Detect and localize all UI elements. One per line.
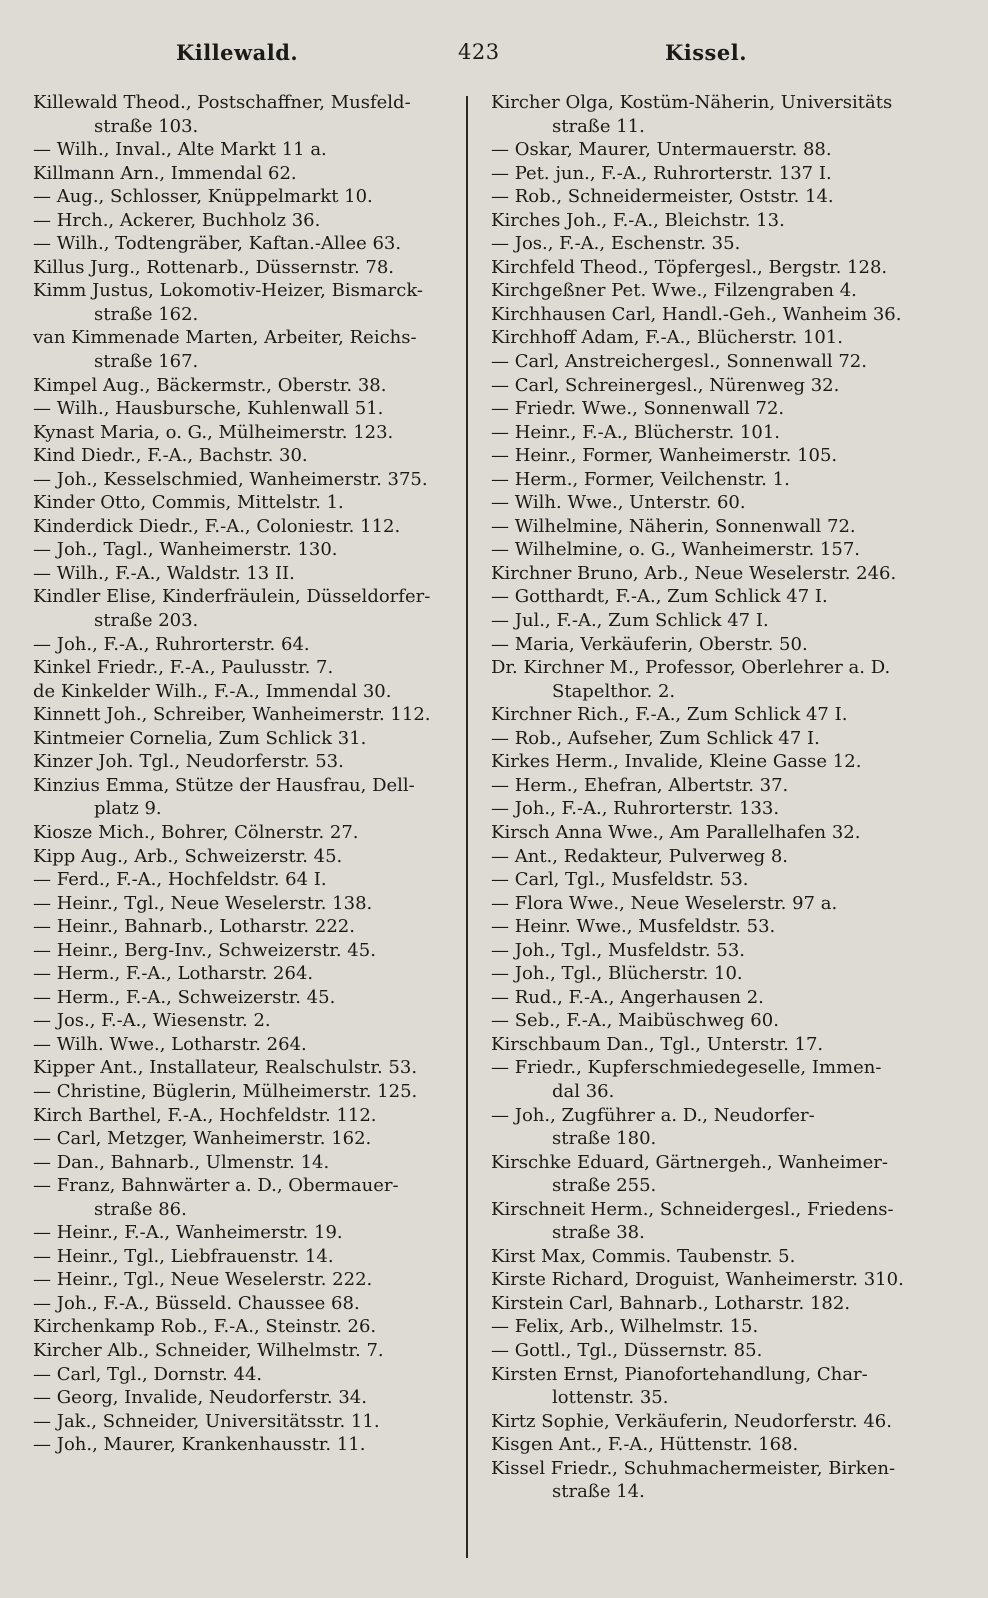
directory-entry: — Heinr., Tgl., Neue Weselerstr. 138. — [33, 892, 373, 914]
directory-entry: — Aug., Schlosser, Knüppelmarkt 10. — [33, 186, 373, 208]
directory-entry: Kinnett Joh., Schreiber, Wanheimerstr. 112. — [33, 704, 431, 726]
directory-entry: — Wilh. Wwe., Unterstr. 60. — [491, 492, 746, 514]
directory-entry: — Joh., F.-A., Büsseld. Chaussee 68. — [33, 1292, 360, 1314]
directory-entry: — Herm., Former, Veilchenstr. 1. — [491, 468, 790, 490]
directory-entry: — Seb., F.-A., Maibüschweg 60. — [491, 1010, 779, 1032]
directory-entry: — Heinr., Tgl., Neue Weselerstr. 222. — [33, 1269, 373, 1291]
directory-entry: straße 167. — [94, 351, 199, 373]
directory-entry: Kinzer Joh. Tgl., Neudorferstr. 53. — [33, 751, 344, 773]
directory-entry: Kirstein Carl, Bahnarb., Lotharstr. 182. — [491, 1292, 851, 1314]
directory-entry: — Heinr. Wwe., Musfeldstr. 53. — [491, 916, 776, 938]
directory-entry: Kirtz Sophie, Verkäuferin, Neudorferstr. 46. — [491, 1410, 892, 1432]
directory-entry: — Carl, Metzger, Wanheimerstr. 162. — [33, 1128, 372, 1150]
directory-entry: straße 14. — [552, 1481, 645, 1503]
directory-entry: straße 103. — [94, 115, 199, 137]
directory-entry: Kinkel Friedr., F.-A., Paulusstr. 7. — [33, 657, 334, 679]
directory-entry: — Joh., Tagl., Wanheimerstr. 130. — [33, 539, 338, 561]
left-column — [33, 91, 473, 1457]
directory-entry: — Carl, Schreinergesl., Nürenweg 32. — [491, 374, 840, 396]
directory-entry: Kynast Maria, o. G., Mülheimerstr. 123. — [33, 421, 394, 443]
directory-entry: — Heinr., Tgl., Liebfrauenstr. 14. — [33, 1245, 334, 1267]
directory-entry: Kirches Joh., F.-A., Bleichstr. 13. — [491, 209, 785, 231]
directory-entry: — Pet. jun., F.-A., Ruhrorterstr. 137 I. — [491, 162, 832, 184]
directory-entry: — Carl, Tgl., Musfeldstr. 53. — [491, 869, 749, 891]
directory-entry: Kirsten Ernst, Pianofortehandlung, Char- — [491, 1363, 868, 1385]
directory-entry: — Friedr. Wwe., Sonnenwall 72. — [491, 398, 785, 420]
directory-entry: — Flora Wwe., Neue Weselerstr. 97 a. — [491, 892, 838, 914]
directory-entry: Stapelthor. 2. — [552, 680, 676, 702]
directory-entry: straße 203. — [94, 610, 199, 632]
directory-entry: Kipp Aug., Arb., Schweizerstr. 45. — [33, 845, 343, 867]
directory-entry: — Carl, Anstreichergesl., Sonnenwall 72. — [491, 351, 867, 373]
directory-entry: — Heinr., Former, Wanheimerstr. 105. — [491, 445, 838, 467]
directory-entry: — Joh., Tgl., Blücherstr. 10. — [491, 963, 743, 985]
directory-entry: — Gottl., Tgl., Düssernstr. 85. — [491, 1339, 763, 1361]
directory-entry: — Friedr., Kupferschmiedegeselle, Immen- — [491, 1057, 882, 1079]
directory-entry: Kirchgeßner Pet. Wwe., Filzengraben 4. — [491, 280, 857, 302]
directory-entry: Kirchfeld Theod., Töpfergesl., Bergstr. 128. — [491, 256, 888, 278]
directory-entry: — Wilh., Inval., Alte Markt 11 a. — [33, 139, 327, 161]
directory-entry: Dr. Kirchner M., Professor, Oberlehrer a. D. — [491, 657, 891, 679]
directory-entry: — Maria, Verkäuferin, Oberstr. 50. — [491, 633, 808, 655]
directory-entry: Kintmeier Cornelia, Zum Schlick 31. — [33, 727, 367, 749]
directory-entry: Killmann Arn., Immendal 62. — [33, 162, 297, 184]
directory-entry: dal 36. — [552, 1080, 615, 1102]
directory-entry: — Felix, Arb., Wilhelmstr. 15. — [491, 1316, 759, 1338]
directory-entry: Kipper Ant., Installateur, Realschulstr. 53. — [33, 1057, 418, 1079]
directory-entry: — Wilh. Wwe., Lotharstr. 264. — [33, 1033, 307, 1055]
directory-entry: — Herm., F.-A., Schweizerstr. 45. — [33, 986, 336, 1008]
directory-entry: Kirchenkamp Rob., F.-A., Steinstr. 26. — [33, 1316, 377, 1338]
directory-entry: Kirst Max, Commis. Taubenstr. 5. — [491, 1245, 796, 1267]
directory-entry: — Joh., F.-A., Ruhrorterstr. 64. — [33, 633, 310, 655]
directory-entry: — Heinr., F.-A., Wanheimerstr. 19. — [33, 1222, 343, 1244]
directory-entry: Kinder Otto, Commis, Mittelstr. 1. — [33, 492, 344, 514]
directory-entry: Kirschneit Herm., Schneidergesl., Friedens- — [491, 1198, 894, 1220]
directory-entry: — Carl, Tgl., Dornstr. 44. — [33, 1363, 263, 1385]
directory-entry: — Ferd., F.-A., Hochfeldstr. 64 I. — [33, 869, 327, 891]
directory-entry: Kirschke Eduard, Gärtnergeh., Wanheimer- — [491, 1151, 888, 1173]
directory-entry: — Dan., Bahnarb., Ulmenstr. 14. — [33, 1151, 330, 1173]
column-divider — [466, 96, 468, 1558]
directory-entry: Kimm Justus, Lokomotiv-Heizer, Bismarck- — [33, 280, 423, 302]
directory-entry: — Wilhelmine, o. G., Wanheimerstr. 157. — [491, 539, 861, 561]
directory-entry: — Rob., Schneidermeister, Oststr. 14. — [491, 186, 834, 208]
directory-entry: straße 11. — [552, 115, 645, 137]
directory-entry: — Joh., Tgl., Musfeldstr. 53. — [491, 939, 746, 961]
directory-entry: — Heinr., Bahnarb., Lotharstr. 222. — [33, 916, 355, 938]
directory-entry: platz 9. — [94, 798, 162, 820]
directory-entry: — Jak., Schneider, Universitätsstr. 11. — [33, 1410, 380, 1432]
directory-entry: Kirste Richard, Droguist, Wanheimerstr. 310. — [491, 1269, 904, 1291]
directory-entry: Kircher Alb., Schneider, Wilhelmstr. 7. — [33, 1339, 384, 1361]
directory-entry: Kirchhausen Carl, Handl.-Geh., Wanheim 36. — [491, 303, 902, 325]
directory-entry: — Ant., Redakteur, Pulverweg 8. — [491, 845, 788, 867]
directory-entry: Kinzius Emma, Stütze der Hausfrau, Dell- — [33, 774, 415, 796]
directory-entry: — Gotthardt, F.-A., Zum Schlick 47 I. — [491, 586, 828, 608]
directory-entry: Kisgen Ant., F.-A., Hüttenstr. 168. — [491, 1434, 799, 1456]
directory-entry: — Franz, Bahnwärter a. D., Obermauer- — [33, 1175, 399, 1197]
directory-entry: Kiosze Mich., Bohrer, Cölnerstr. 27. — [33, 821, 359, 843]
directory-entry: Kinderdick Diedr., F.-A., Coloniestr. 112. — [33, 515, 401, 537]
directory-entry: — Georg, Invalide, Neudorferstr. 34. — [33, 1387, 367, 1409]
directory-entry: — Joh., Maurer, Krankenhausstr. 11. — [33, 1434, 366, 1456]
directory-entry: Kirschbaum Dan., Tgl., Unterstr. 17. — [491, 1033, 824, 1055]
directory-entry: — Heinr., F.-A., Blücherstr. 101. — [491, 421, 780, 443]
directory-entry: Killewald Theod., Postschaffner, Musfeld- — [33, 92, 411, 113]
directory-entry: — Jos., F.-A., Eschenstr. 35. — [491, 233, 741, 255]
running-head-right: Kissel. — [665, 40, 748, 65]
directory-entry: van Kimmenade Marten, Arbeiter, Reichs- — [33, 327, 417, 349]
right-column — [491, 91, 933, 1504]
directory-entry: straße 86. — [94, 1198, 187, 1220]
directory-entry: — Herm., F.-A., Lotharstr. 264. — [33, 963, 314, 985]
page-number: 423 — [458, 40, 500, 64]
directory-entry: straße 162. — [94, 303, 199, 325]
directory-entry: straße 180. — [552, 1128, 657, 1150]
directory-entry: Kirch Barthel, F.-A., Hochfeldstr. 112. — [33, 1104, 377, 1126]
directory-entry: — Joh., Zugführer a. D., Neudorfer- — [491, 1104, 815, 1126]
directory-entry: — Christine, Büglerin, Mülheimerstr. 125. — [33, 1080, 418, 1102]
directory-entry: Kirchner Bruno, Arb., Neue Weselerstr. 246. — [491, 562, 897, 584]
directory-entry: — Wilhelmine, Näherin, Sonnenwall 72. — [491, 515, 856, 537]
directory-entry: — Jul., F.-A., Zum Schlick 47 I. — [491, 610, 769, 632]
directory-entry: — Rud., F.-A., Angerhausen 2. — [491, 986, 764, 1008]
directory-entry: — Oskar, Maurer, Untermauerstr. 88. — [491, 139, 832, 161]
directory-entry: — Joh., Kesselschmied, Wanheimerstr. 375. — [33, 468, 428, 490]
directory-entry: Kimpel Aug., Bäckermstr., Oberstr. 38. — [33, 374, 387, 396]
directory-entry: Killus Jurg., Rottenarb., Düssernstr. 78. — [33, 256, 395, 278]
running-head-left: Killewald. — [176, 40, 299, 65]
directory-entry: Kindler Elise, Kinderfräulein, Düsseldorfer- — [33, 586, 431, 608]
directory-entry: — Wilh., Todtengräber, Kaftan.-Allee 63. — [33, 233, 402, 255]
directory-entry: Kirsch Anna Wwe., Am Parallelhafen 32. — [491, 821, 861, 843]
directory-entry: de Kinkelder Wilh., F.-A., Immendal 30. — [33, 680, 392, 702]
directory-entry: — Joh., F.-A., Ruhrorterstr. 133. — [491, 798, 780, 820]
directory-entry: — Rob., Aufseher, Zum Schlick 47 I. — [491, 727, 820, 749]
directory-entry: — Heinr., Berg-Inv., Schweizerstr. 45. — [33, 939, 376, 961]
directory-entry: — Wilh., F.-A., Waldstr. 13 II. — [33, 562, 295, 584]
directory-entry: — Hrch., Ackerer, Buchholz 36. — [33, 209, 321, 231]
directory-entry: straße 255. — [552, 1175, 657, 1197]
directory-entry: Kissel Friedr., Schuhmachermeister, Birken- — [491, 1457, 896, 1479]
directory-entry: — Wilh., Hausbursche, Kuhlenwall 51. — [33, 398, 384, 420]
directory-entry: Kirchner Rich., F.-A., Zum Schlick 47 I. — [491, 704, 848, 726]
directory-entry: straße 38. — [552, 1222, 645, 1244]
directory-entry: lottenstr. 35. — [552, 1387, 669, 1409]
directory-entry: — Jos., F.-A., Wiesenstr. 2. — [33, 1010, 271, 1032]
directory-entry: — Herm., Ehefran, Albertstr. 37. — [491, 774, 789, 796]
directory-entry: Kirkes Herm., Invalide, Kleine Gasse 12. — [491, 751, 862, 773]
directory-entry: Kircher Olga, Kostüm-Näherin, Universitäts — [491, 92, 893, 113]
directory-entry: Kind Diedr., F.-A., Bachstr. 30. — [33, 445, 308, 467]
directory-entry: Kirchhoff Adam, F.-A., Blücherstr. 101. — [491, 327, 843, 349]
